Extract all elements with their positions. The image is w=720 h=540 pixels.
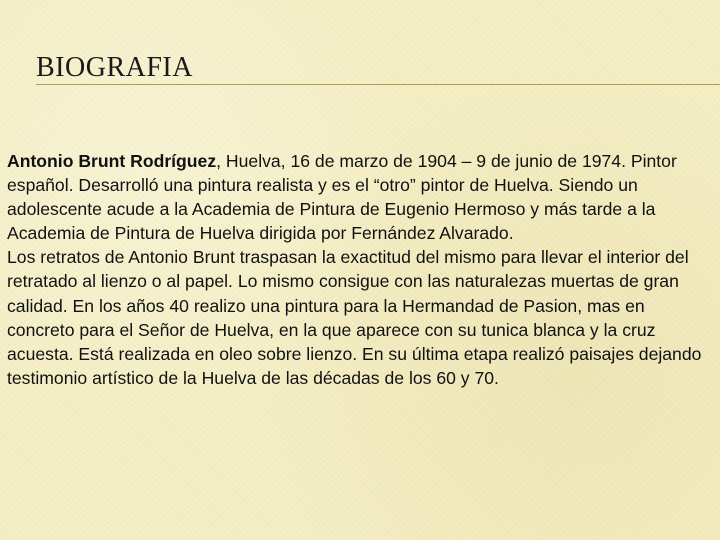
biography-paragraph-1	[7, 149, 715, 245]
slide-title: BIOGRAFIA	[36, 52, 193, 83]
biography-paragraph-1-text: , Huelva, 16 de marzo de 1904 – 9 de junio de 1974. Pintor español. Desarrolló una pintura realista y es el “otro” pintor de Huelva. Siendo un adolescente acude a la Academia de Pintura de Eugenio Hermoso y más tarde a la Academia de Pintura de Huelva dirigida por Fernández Alvarado.	[7, 151, 677, 244]
biography-text	[7, 149, 715, 390]
title-box	[36, 52, 720, 86]
title-underline	[36, 84, 720, 85]
artist-name: Antonio Brunt Rodríguez	[7, 151, 217, 171]
biography-paragraph-2: Los retratos de Antonio Brunt traspasan la exactitud del mismo para llevar el interior del retratado al lienzo o al papel. Lo mismo consigue con las naturalezas muertas de gran calidad. En los años 40 realizo una pintura para la Hermandad de Pasion, mas en concreto para el Señor de Huelva, en la que aparece con su tunica blanca y la cruz acuesta. Está realizada en oleo sobre lienzo. En su última etapa realizó paisajes dejando testimonio artístico de la Huelva de las décadas de los 60 y 70.	[7, 247, 702, 388]
